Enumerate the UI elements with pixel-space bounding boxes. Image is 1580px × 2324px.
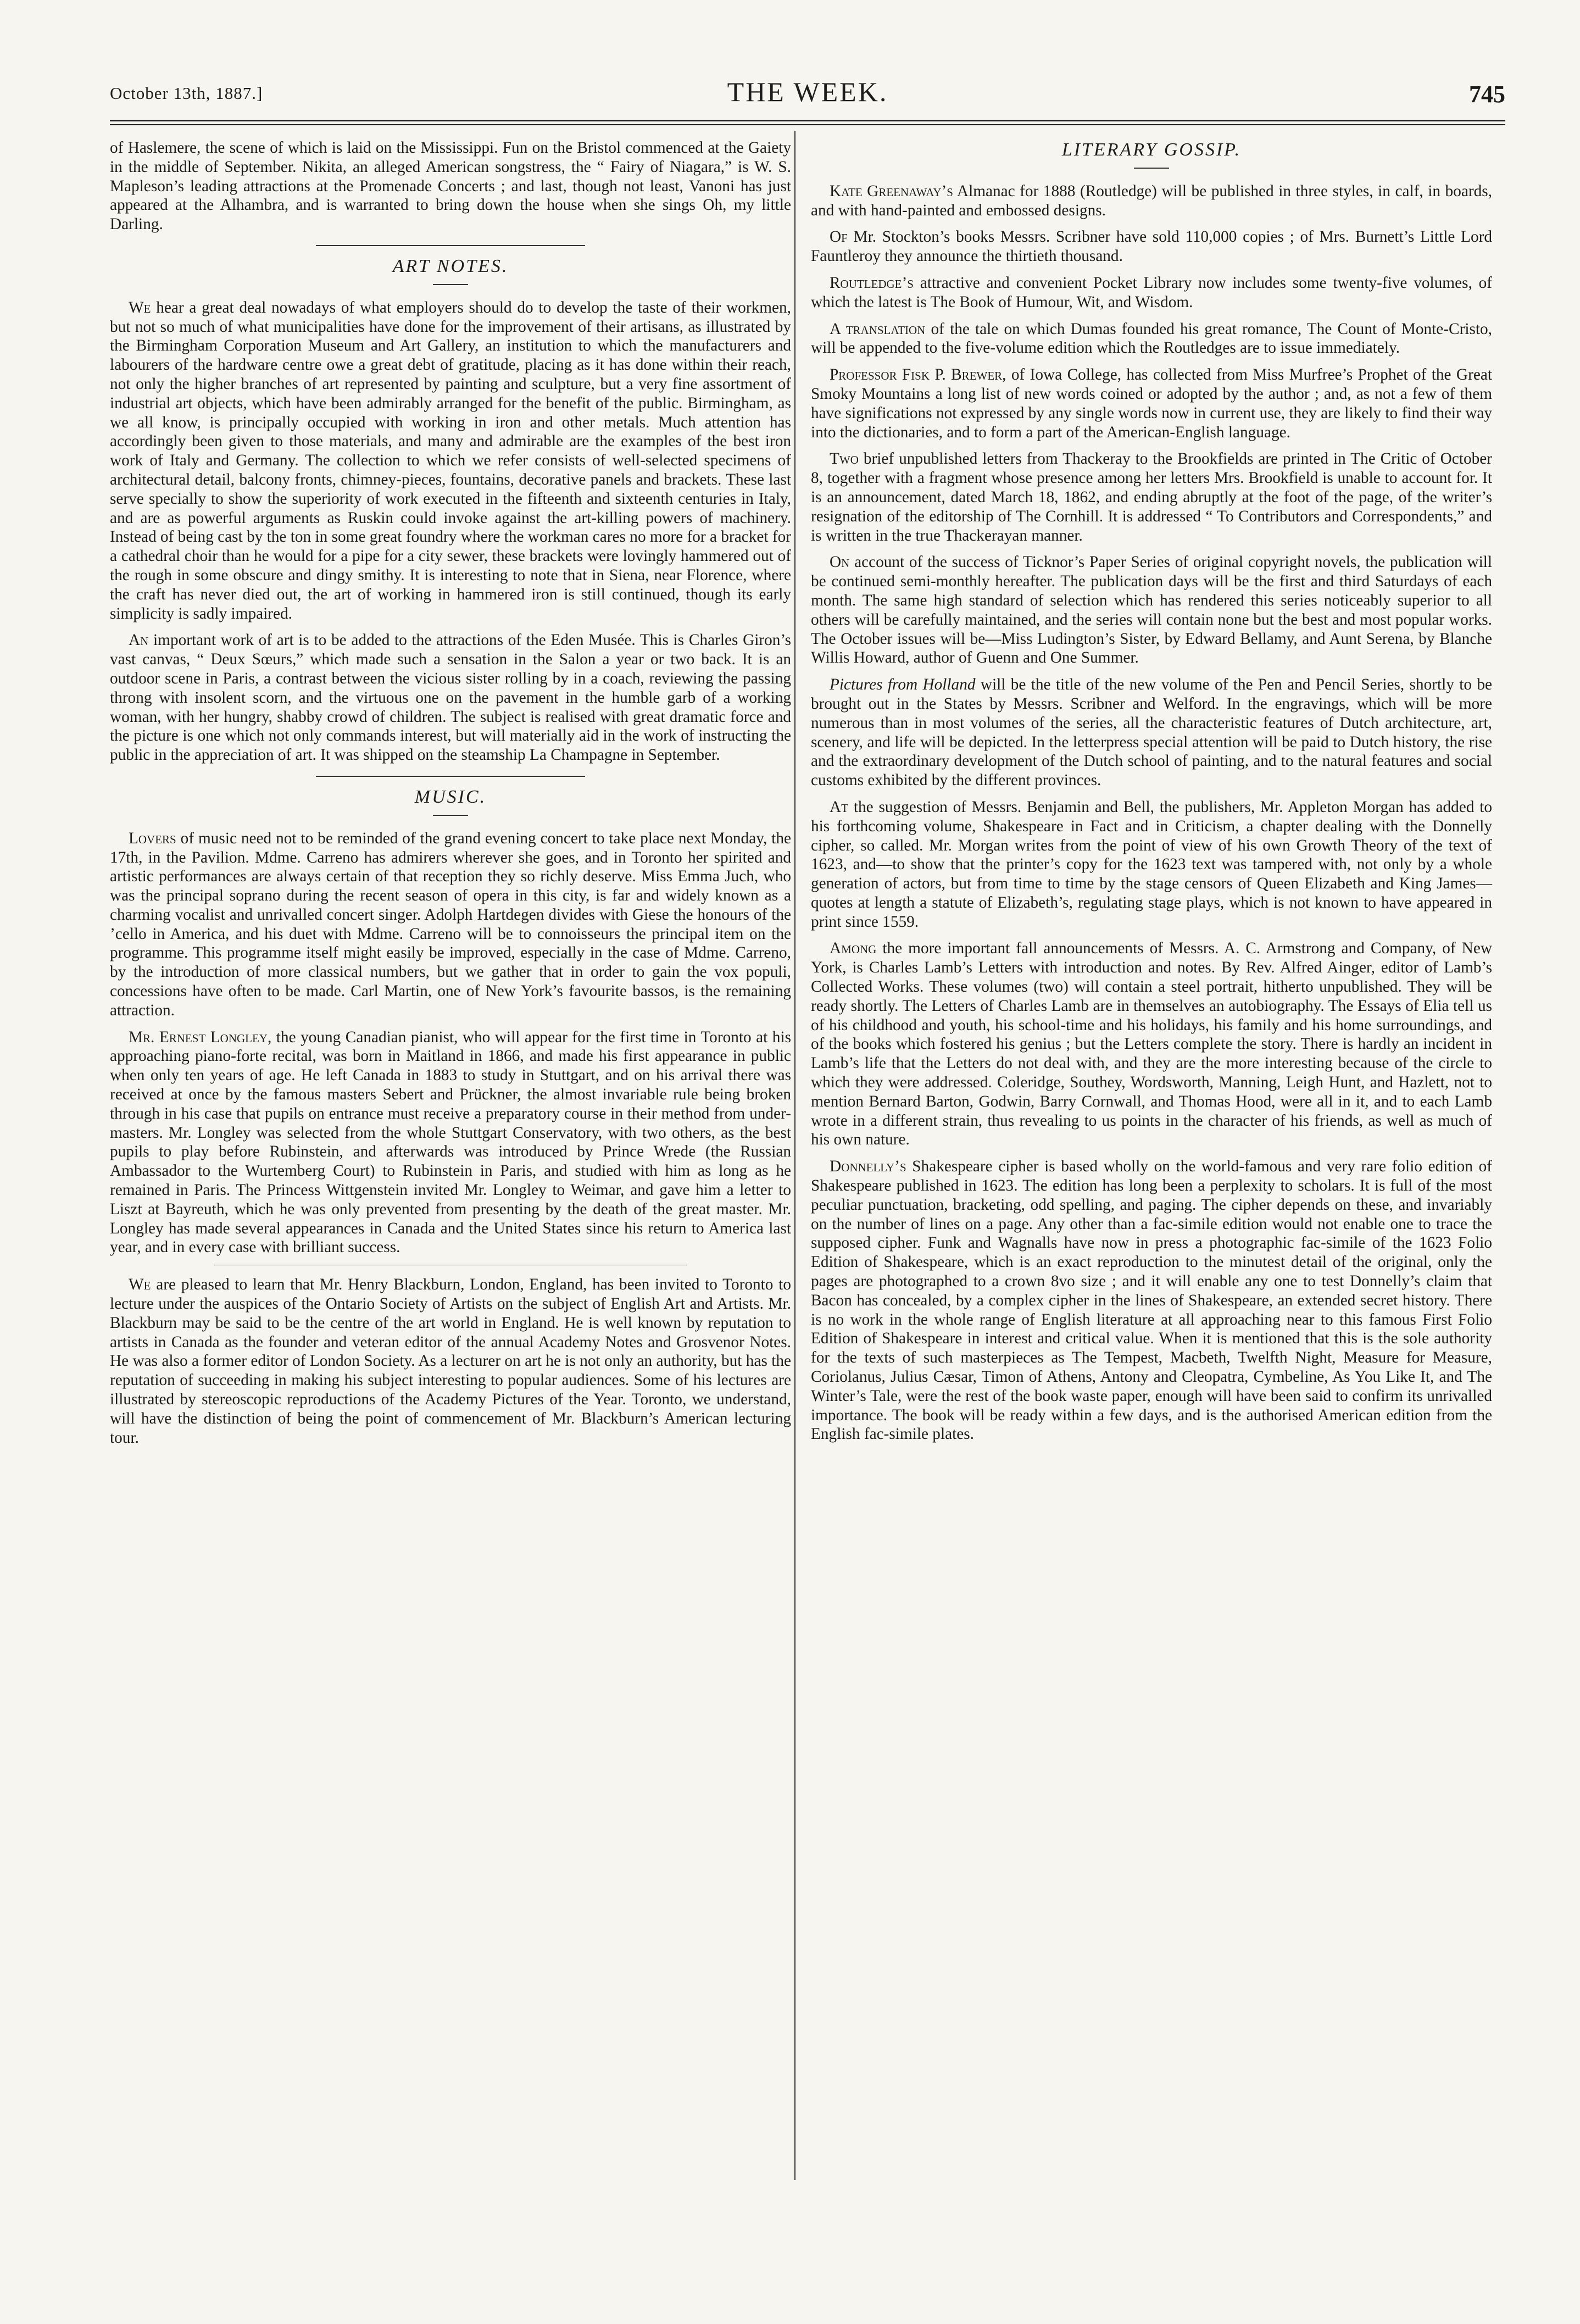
music-heading: MUSIC.	[414, 786, 487, 807]
paragraph-text: of music need not to be reminded of the grand evening concert to take place next Monday, the 17th, in the Pavilion. Mdme. Carreno has admirers wherever she goes, and in Toronto her spirited and artistic performances are always certain of that reception they so richly deserve. Miss Emma Juch, who was the principal soprano during the recent season of opera in this city, is far and widely known as a charming vocalist and unrivalled concert singer. Adolph Hartdegen divides with Giese the honours of the ’cello in America, and his duet with Mdme. Carreno will be to connoisseurs the principal item on the programme. This programme itself might easily be improved, especially in the case of Mdme. Carreno, by the introduction of more classical numbers, but we gather that in order to gain the vox populi, concessions have often to be made. Carl Martin, one of New York’s favourite bassos, is the remaining attraction.	[110, 829, 791, 1019]
page-number: 745	[1469, 81, 1505, 108]
gossip-paragraph	[811, 365, 1492, 442]
paragraph-text: of the tale on which Dumas founded his great romance, The Count of Monte-Cristo, will be appended to the five-volume edition which the Routledges are to issue immediately.	[811, 320, 1493, 357]
paragraph-lead: Of	[830, 228, 848, 246]
gossip-paragraph	[811, 274, 1492, 312]
paragraph-lead: We	[129, 298, 151, 316]
paragraph-lead: Lovers	[129, 829, 176, 847]
paragraph-text: the suggestion of Messrs. Benjamin and Bell, the publishers, Mr. Appleton Morgan has added to his forthcoming volume, Shakespeare in Fact and in Criticism, a chapter dealing with the Donnelly cipher, so called. Mr. Morgan writes from the point of view of his own Growth Theory of the text of 1623, and—to show that the printer’s copy for the 1623 text was tampered with, not only by a whole generation of actors, but from time to time by the stage censors of Queen Elizabeth and King James—quotes at length a statute of Elizabeth’s, regulating stage plays, which is not known to have appeared in print since 1559.	[811, 798, 1492, 931]
section-rule	[316, 245, 585, 246]
gossip-paragraph	[811, 553, 1492, 668]
paragraph-lead: Donnelly’s	[830, 1158, 906, 1176]
paragraph-text: will be the title of the new volume of the Pen and Pencil Series, shortly to be brought out in the States by Messrs. Scribner and Welford. In the engravings, which will be more numerous than in most volumes of the series, all the characteristic features of Dutch architecture, art, scenery, and life will be depicted. In the letterpress special attention will be paid to Dutch history, the rise and the extraordinary development of the Dutch school of painting, and to the natural features and social customs exhibited by the different provinces.	[811, 676, 1493, 790]
right-column	[811, 138, 1492, 1452]
paragraph-text: Mr. Stockton’s books Messrs. Scribner have sold 110,000 copies ; of Mrs. Burnett’s Little Lord Fauntleroy they announce the thirtieth thousand.	[811, 228, 1493, 265]
paragraph-lead: On	[830, 553, 850, 571]
paragraph-text: are pleased to learn that Mr. Henry Blackburn, London, England, has been invited to Toronto to lecture under the auspices of the Ontario Society of Artists on the subject of English Art and Artists. Mr. Blackburn may be said to be the centre of the art world in England. He is well known by reputation to artists in Canada as the founder and veteran editor of the annual Academy Notes and Grosvenor Notes. He was also a former editor of London Society. As a lecturer on art he is not only an authority, but has the reputation of succeeding in making his subject interesting to popular audiences. Some of his lectures are illustrated by stereoscopic reproductions of the Academy Pictures of the Year. Toronto, we understand, will have the distinction of being the point of commencement of Mr. Blackburn’s American lecturing tour.	[110, 1276, 791, 1447]
column-divider	[794, 131, 795, 2180]
paragraph-text: the young Canadian pianist, who will appear for the first time in Toronto at his approaching piano-forte recital, was born in Maitland in 1866, and made his first appearance in public when only ten years of age. He left Canada in 1883 to study in Stuttgart, and on his arrival there was received at once by the famous masters Sebert and Prückner, the almost invariable rule being broken through in his case that pupils on entrance must receive a preparatory course in their method from under-masters. Mr. Longley was selected from the whole Stuttgart Conservatory, with two others, as the best pupils to play before Rubinstein, and afterwards was introduced by Prince Wrede (the Russian Ambassador to the Wurtemberg Court) to Rubinstein in Paris, and studied with him as long as he remained in Paris. The Princess Wittgenstein invited Mr. Longley to Weimar, and gave him a letter to Liszt at Bayreuth, which he was only prevented from presenting by the death of the great master. Mr. Longley has made several appearances in Canada and the United States since his return to America last year, and in every case with brilliant success.	[110, 1028, 791, 1256]
paragraph-text: Shakespeare cipher is based wholly on the world-famous and very rare folio edition of Shakespeare published in 1623. The edition has long been a perplexity to scholars. It is full of the most peculiar punctuation, bracketing, odd spelling, and paging. The cipher depends on these, and invariably on the number of lines on a page. Any other than a fac-simile edition would not enable one to trace the supposed cipher. Funk and Wagnalls have now in press a photographic fac-simile of the 1623 Folio Edition of Shakespeare, which is an exact reproduction to the minutest detail of the original, only the pages are photographed to a crown 8vo size ; and it will enable any one to test Donnelly’s claim that Bacon has concealed, by a complex cipher in the lines of Shakespeare, an extended secret history. There is no work in the whole range of English literature at all approaching near to this famous First Folio Edition of Shakespeare in interest and critical value. When it is mentioned that this is the sole authority for the texts of such masterpieces as The Tempest, Macbeth, Twelfth Night, Measure for Measure, Coriolanus, Julius Cæsar, Timon of Athens, Antony and Cleopatra, Cymbeline, As You Like It, and The Winter’s Tale, were the rest of the book waste paper, enough will have been said to confirm its unrivalled importance. The book will be ready within a few days, and is the authorised American edition from the English fac-simile plates.	[811, 1158, 1492, 1443]
art-notes-heading: ART NOTES.	[392, 255, 509, 276]
paragraph-lead: Professor Fisk P. Brewer,	[830, 366, 1006, 384]
paragraph-lead: A translation	[830, 320, 926, 338]
paragraph-text: the more important fall announcements of Messrs. A. C. Armstrong and Company, of New York, is Charles Lamb’s Letters with introduction and notes. By Rev. Alfred Ainger, editor of Lamb’s Collected Works. These volumes (two) will contain a steel portrait, hitherto unpublished. They will be ready shortly. The Letters of Charles Lamb are in themselves an autobiography. The Essays of Elia tell us of his childhood and youth, his school-time and his holidays, his family and his home surroundings, and of the books which fostered his genius ; but the Letters complete the story. There is hardly an incident in Lamb’s life that the Letters do not deal with, and they are the more interesting because of the circle to which they were addressed. Coleridge, Southey, Wordsworth, Manning, Leigh Hunt, and Hazlett, not to mention Bernard Barton, Godwin, Barry Cornwall, and Thomas Hood, were all in it, and to each Lamb wrote in a different strain, thus revealing to us points in the character of his friends, as well as much of his own nature.	[811, 939, 1492, 1149]
section-rule	[316, 776, 585, 777]
paragraph-lead: Kate Greenaway’s	[830, 182, 953, 200]
paragraph-text: hear a great deal nowadays of what employers should do to develop the taste of their workmen, but not so much of what municipalities have done for the improvement of their artisans, as illustrated by the Birmingham Corporation Museum and Art Gallery, an institution to which the manufacturers and labourers of the hardware centre owe a great debt of gratitude, placing as it has done within their reach, not only the higher branches of art represented by painting and sculpture, but a very fine assortment of industrial art objects, which have been admirably arranged for the benefit of the public. Birmingham, as we all know, is principally occupied with working in iron and other metals. Much attention has accordingly been given to those materials, and many and admirable are the examples of the best iron work of Italy and Germany. The collection to which we refer consists of well-selected specimens of architectural detail, balcony fronts, chimney-pieces, fountains, decorative panels and brackets. These last serve specially to show the superiority of work executed in the fifteenth and sixteenth centuries in Italy, and are as powerful arguments as Ruskin could invoke against the art-killing powers of machinery. Instead of being cast by the ton in some great foundry where the workman cares no more for a bracket for a cathedral choir than he would for a pipe for a city sewer, these brackets were lovingly hammered out of the rough in some obscure and dingy smithy. It is interesting to note that in Siena, near Florence, where the craft has never died out, the art of working in hammered iron is still continued, though its early simplicity is sadly impaired.	[110, 298, 791, 622]
heading-rule	[433, 815, 468, 816]
gossip-paragraph	[811, 227, 1492, 266]
paragraph-text: Almanac for 1888 (Routledge) will be published in three styles, in calf, in boards, and with hand-painted and embossed designs.	[811, 182, 1492, 219]
paragraph-text: attractive and convenient Pocket Library now includes some twenty-five volumes, of which the latest is The Book of Humour, Wit, and Wisdom.	[811, 274, 1493, 311]
heading-rule	[1134, 168, 1169, 169]
page-header	[110, 76, 1505, 114]
gossip-paragraph	[811, 675, 1492, 790]
paragraph-text: account of the success of Ticknor’s Paper Series of original copyright novels, the publication will be continued semi-monthly hereafter. The publication days will be the first and third Saturdays of each month. The same high standard of selection which has rendered this series noticeably superior to all others will be carefully maintained, and the series will contain none but the best and most popular works. The October issues will be—Miss Ludington’s Sister, by Edward Bellamy, and Aunt Serena, by Blanche Willis Howard, author of Guenn and One Summer.	[811, 553, 1492, 667]
paragraph-text: of Iowa College, has collected from Miss Murfree’s Prophet of the Great Smoky Mountains a long list of new words coined or adopted by the author ; and, as not a few of them have significations not expressed by any single words now in current use, they are likely to find their way into the dictionaries, and to form a part of the American-English language.	[811, 366, 1492, 441]
header-rule-thin	[110, 124, 1505, 125]
paragraph-lead: Two	[830, 450, 859, 468]
gossip-paragraph	[811, 449, 1492, 545]
art-notes-paragraph	[110, 631, 791, 765]
paragraph-lead: At	[830, 798, 848, 816]
paragraph-lead: An	[129, 631, 149, 649]
music-paragraph	[110, 829, 791, 1020]
issue-date: October 13th, 1887.]	[110, 84, 263, 103]
gossip-paragraph	[811, 798, 1492, 932]
gossip-paragraph	[811, 939, 1492, 1149]
gossip-paragraph	[811, 182, 1492, 220]
paragraph-lead: Routledge’s	[830, 274, 914, 292]
publication-title: THE WEEK.	[727, 76, 888, 107]
literary-gossip-heading: LITERARY GOSSIP.	[1061, 140, 1242, 160]
continued-paragraph: of Haslemere, the scene of which is laid on the Mississippi. Fun on the Bristol commenced at the Gaiety in the middle of September. Nikita, an alleged American songstress, the “ Fairy of Niagara,” is W. S. Mapleson’s leading attractions at the Promenade Concerts ; and last, though not least, Vanoni has just appeared at the Alhambra, and is warranted to bring down the house when she sings Oh, my little Darling.	[110, 139, 791, 233]
paragraph-lead: Mr. Ernest Longley,	[129, 1028, 272, 1046]
gossip-paragraph	[811, 1157, 1492, 1444]
heading-rule	[433, 284, 468, 285]
paragraph-lead: We	[129, 1276, 151, 1294]
header-rule-thick	[110, 120, 1505, 121]
music-paragraph	[110, 1028, 791, 1258]
left-column	[110, 138, 791, 1455]
paragraph-lead: Pictures from Holland	[830, 676, 976, 694]
paragraph-lead: Among	[830, 939, 877, 958]
art-notes-paragraph	[110, 298, 791, 624]
paragraph-text: important work of art is to be added to the attractions of the Eden Musée. This is Charles Giron’s vast canvas, “ Deux Sœurs,” which made such a sensation in the Salon a year or two back. It is an outdoor scene in Paris, a contrast between the vicious sister rolling by in a coach, reviewing the passing throng with insolent scorn, and the virtuous one on the pavement in the humble garb of a working woman, with her hungry, shabby crowd of children. The subject is realised with great dramatic force and the picture is one which not only commands interest, but will materially aid in the work of instructing the public in the appreciation of art. It was shipped on the steamship La Champagne in September.	[110, 631, 791, 764]
paragraph-text: brief unpublished letters from Thackeray to the Brookfields are printed in The Critic of October 8, together with a fragment whose presence among her letters Mrs. Brookfield is unable to account for. It is an announcement, dated March 18, 1862, and ending abruptly at the foot of the page, of the writer’s resignation of the editorship of The Cornhill. It is addressed “ To Contributors and Correspondents,” and is written in the true Thackerayan manner.	[811, 450, 1492, 544]
closing-paragraph	[110, 1275, 791, 1447]
gossip-paragraph	[811, 320, 1492, 358]
